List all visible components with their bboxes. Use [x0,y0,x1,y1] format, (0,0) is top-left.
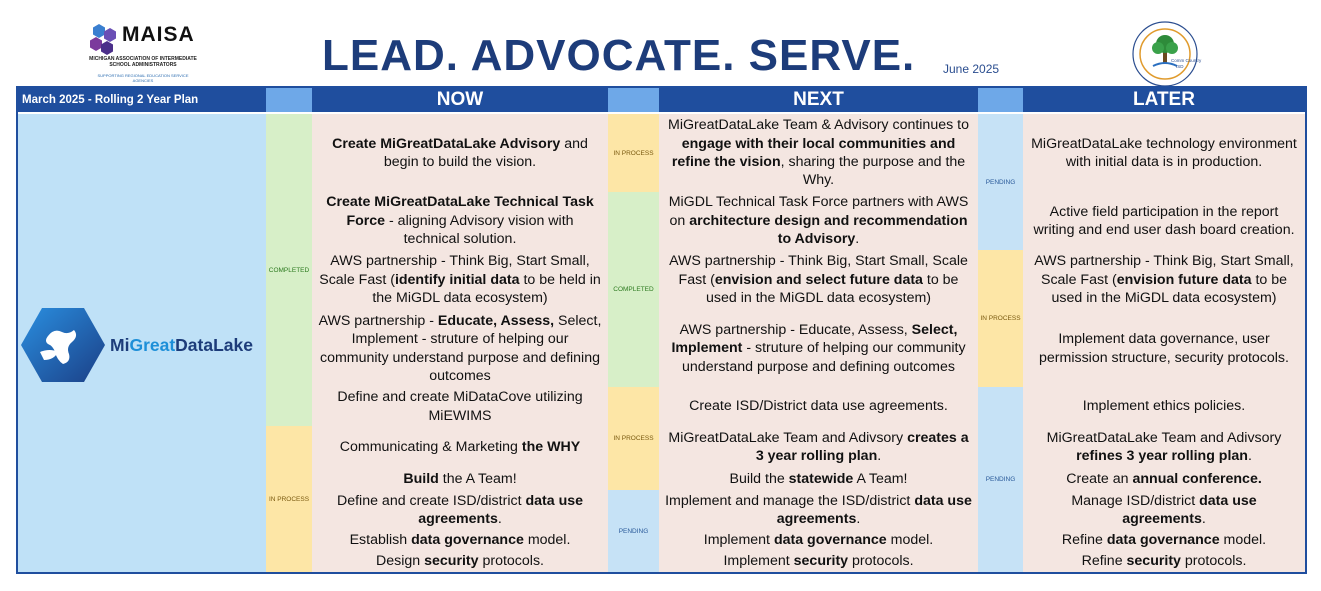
maisa-full-name: MICHIGAN ASSOCIATION OF INTERMEDIATE SCHOOL ADMINISTRATORS [89,56,197,68]
item-text-bold: data governance [411,532,524,549]
next-item-9 [659,530,978,551]
item-text-part: to be held in the MiGDL data ecosystem) [372,271,601,307]
next-status-in-process [608,387,659,490]
great-lakes-hexagon-icon [20,306,106,384]
item-text-part: model. [886,532,934,549]
status-label: IN PROCESS [268,495,310,503]
next-status-pending [608,490,659,572]
item-text-bold: security [424,553,479,570]
status-label: IN PROCESS [613,435,654,442]
item-text [723,552,913,570]
isd-seal [1131,20,1202,88]
item-text [704,531,933,549]
item-text-bold: data use agreements [418,492,584,527]
later-status-pending [978,387,1023,572]
later-status-in-process [978,250,1023,387]
tree-seal-icon [1131,20,1202,88]
later-item-8 [1023,490,1305,530]
item-text [665,429,972,466]
item-text-part: the A Team! [438,470,517,487]
item-text-bold: Select, Implement [671,321,958,357]
later-status-pending [978,114,1023,250]
item-text [1029,492,1299,529]
item-text [340,438,580,456]
item-text [1066,470,1262,488]
item-text-part: Refine [1081,553,1127,570]
next-status-completed [608,192,659,387]
item-text-part: AWS partnership - Educate, Assess, [679,321,912,338]
item-text-part: Establish [349,532,412,549]
item-text-bold: envision future data [1116,271,1252,288]
next-item-5 [659,387,978,426]
item-text-bold: Create MiGreatDataLake Advisory [332,135,561,152]
item-text-part: Implement ethics policies. [1082,398,1246,415]
item-text-bold: statewide [788,470,854,487]
next-item-2 [659,192,978,250]
item-text-bold: identify initial data [394,271,520,288]
item-text [318,492,602,529]
item-text-bold: creates a 3 year rolling plan [755,429,969,464]
item-text [665,252,972,307]
item-text [730,470,908,488]
now-item-3 [312,250,608,310]
now-item-10 [312,551,608,572]
status-label: IN PROCESS [613,149,654,157]
later-item-2 [1023,192,1305,250]
later-item-9 [1023,530,1305,551]
column-header-now: NOW [312,88,608,112]
item-text-part: model. [1219,532,1267,549]
item-text-bold: engage with their local communities and refine the vision [671,135,956,170]
now-item-6 [312,426,608,468]
item-text [665,116,972,190]
item-text-bold: security [793,553,849,570]
item-text-part: protocols. [848,553,914,570]
now-status-in-process [266,426,312,572]
item-text-part: and begin to build the vision. [383,135,588,170]
item-text [689,397,948,415]
brand-part-datalake: DataLake [175,335,253,355]
brand-part-great: Great [129,335,176,355]
now-item-9 [312,530,608,551]
item-text [1029,429,1299,466]
item-text-part: Communicating & Marketing [339,438,522,455]
next-item-1 [659,114,978,192]
maisa-tagline: SUPPORTING REGIONAL EDUCATION SERVICE AGENCIES [97,73,189,83]
later-item-7 [1023,468,1305,490]
item-text-part: Manage ISD/district [1071,492,1200,509]
item-text-bold: annual conference. [1132,470,1262,487]
header-spacer [978,88,1023,112]
item-text-part: MiGreatDataLake technology environment with initial data is in production. [1031,135,1297,170]
item-text [318,312,602,386]
status-label: PENDING [985,476,1016,483]
seal-sub: ISD [1176,64,1184,69]
item-text-part: . [497,511,502,527]
next-item-8 [659,490,978,530]
next-item-4 [659,310,978,387]
item-text-part: A Team! [853,470,908,487]
item-text-part: MiGreatDataLake Team & Advisory continues to [668,117,969,134]
next-item-3 [659,250,978,310]
item-text-part: . [877,448,882,464]
item-text-part: Define and create ISD/district [336,492,526,509]
item-text-part: AWS partnership - Think Big, Start Small, Scale Fast ( [669,253,968,288]
plan-label: March 2025 - Rolling 2 Year Plan [18,88,266,112]
maisa-logo [88,20,198,82]
item-text [665,193,972,248]
next-item-10 [659,551,978,572]
item-text-part: Design [376,553,425,570]
item-text-part: Create ISD/District data use agreements. [689,398,948,415]
brand-wordmark [110,335,253,356]
item-text-bold: envision and select future data [714,271,923,288]
item-text [1062,531,1266,549]
brand-panel [18,114,266,572]
item-text-part: Implement and manage the ISD/district [665,492,915,509]
item-text-bold: Educate, Assess, [437,312,555,329]
item-text-bold: data governance [773,532,887,549]
maisa-wordmark: MAISA [122,23,195,46]
item-text [1029,135,1299,172]
next-item-7 [659,468,978,490]
item-text-part: Refine [1061,532,1107,549]
item-text-part: Define and create MiDataCove utilizing MiEWIMS [337,389,583,424]
item-text-part: - struture of helping our community understand purpose and defining outcomes [682,340,966,375]
status-label: PENDING [985,178,1016,186]
item-text-part: . [1201,511,1206,527]
item-text-bold: the WHY [521,438,581,455]
item-text-part: Implement data governance, user permission structure, security protocols. [1039,331,1289,366]
later-item-5 [1023,387,1305,426]
header-spacer [266,88,312,112]
item-text-part: MiGreatDataLake Team and Adivsory [1046,429,1282,446]
item-text [1082,552,1247,570]
status-label: IN PROCESS [980,315,1021,322]
item-text [1029,203,1299,240]
item-text [318,135,602,172]
item-text-part: AWS partnership - Think Big, Start Small, Scale Fast ( [1034,253,1294,288]
now-item-2 [312,192,608,250]
now-status-completed [266,114,312,426]
item-text-part: . [856,511,861,527]
item-text-part: , sharing the purpose and the Why. [780,154,966,189]
next-item-6 [659,426,978,468]
item-text-part: MiGDL Technical Task Force partners with AWS on [668,194,969,229]
item-text-part: protocols. [1180,553,1247,570]
item-text-part: MiGreatDataLake Team and Adivsory [668,429,908,446]
item-text [1083,397,1245,415]
status-label: COMPLETED [268,266,310,274]
later-item-10 [1023,551,1305,572]
item-text [665,321,972,376]
item-text-part: Implement [723,553,794,570]
item-text-bold: data governance [1106,532,1220,549]
hexagon-cluster-icon [88,22,122,56]
now-item-1 [312,114,608,192]
item-text-bold: security [1126,553,1181,570]
item-text-part: . [1247,448,1252,464]
next-status-in-process [608,114,659,192]
item-text-part: AWS partnership - [318,312,438,329]
item-text [318,193,602,248]
headline: LEAD. ADVOCATE. SERVE. [322,31,916,80]
now-item-4 [312,310,608,387]
now-item-8 [312,490,608,530]
item-text-part: . [855,231,860,248]
item-text-part: Build the [729,470,789,487]
item-text-part: Create an [1066,470,1133,487]
now-item-5 [312,387,608,426]
later-item-1 [1023,114,1305,192]
item-text [350,531,571,549]
item-text-bold: Create MiGreatDataLake Technical Task Force [326,194,594,229]
item-text-part: protocols. [478,553,544,570]
item-text [318,252,602,307]
later-item-3 [1023,250,1305,310]
item-text-bold: data use agreements [1122,492,1257,527]
now-item-7 [312,468,608,490]
item-text-part: Implement [703,532,774,549]
report-date: June 2025 [943,62,1000,76]
item-text [403,470,516,488]
column-header-next: NEXT [659,88,978,112]
status-label: COMPLETED [613,286,654,293]
item-text-bold: data use agreements [776,492,972,527]
later-item-6 [1023,426,1305,468]
item-text-part: Select, Implement - struture of helping our community understand purpose and defining outcomes [320,312,602,384]
item-text-bold: Build [403,470,439,487]
seal-title: Comm Country [1171,58,1202,63]
item-text [318,388,602,425]
item-text-bold: architecture design and recommendation to Advisory [689,212,968,248]
column-header-later: LATER [1023,88,1305,112]
item-text-part: - aligning Advisory vision with technical solution. [385,212,574,248]
brand-part-mi: Mi [110,335,130,355]
item-text-part: to be used in the MiGDL data ecosystem) [706,271,959,307]
item-text-bold: refines 3 year rolling plan [1076,448,1248,464]
item-text-part: model. [523,532,571,549]
item-text-part: to be used in the MiGDL data ecosystem) [1051,271,1287,307]
status-label: PENDING [618,527,649,535]
item-text-part: AWS partnership - Think Big, Start Small, Scale Fast ( [319,253,590,288]
item-text [1029,252,1299,307]
item-text [665,492,972,529]
item-text [1029,330,1299,367]
item-text [376,552,544,570]
header-spacer [608,88,659,112]
later-item-4 [1023,310,1305,387]
item-text-part: Active field participation in the report writing and end user dash board creation. [1033,203,1295,238]
